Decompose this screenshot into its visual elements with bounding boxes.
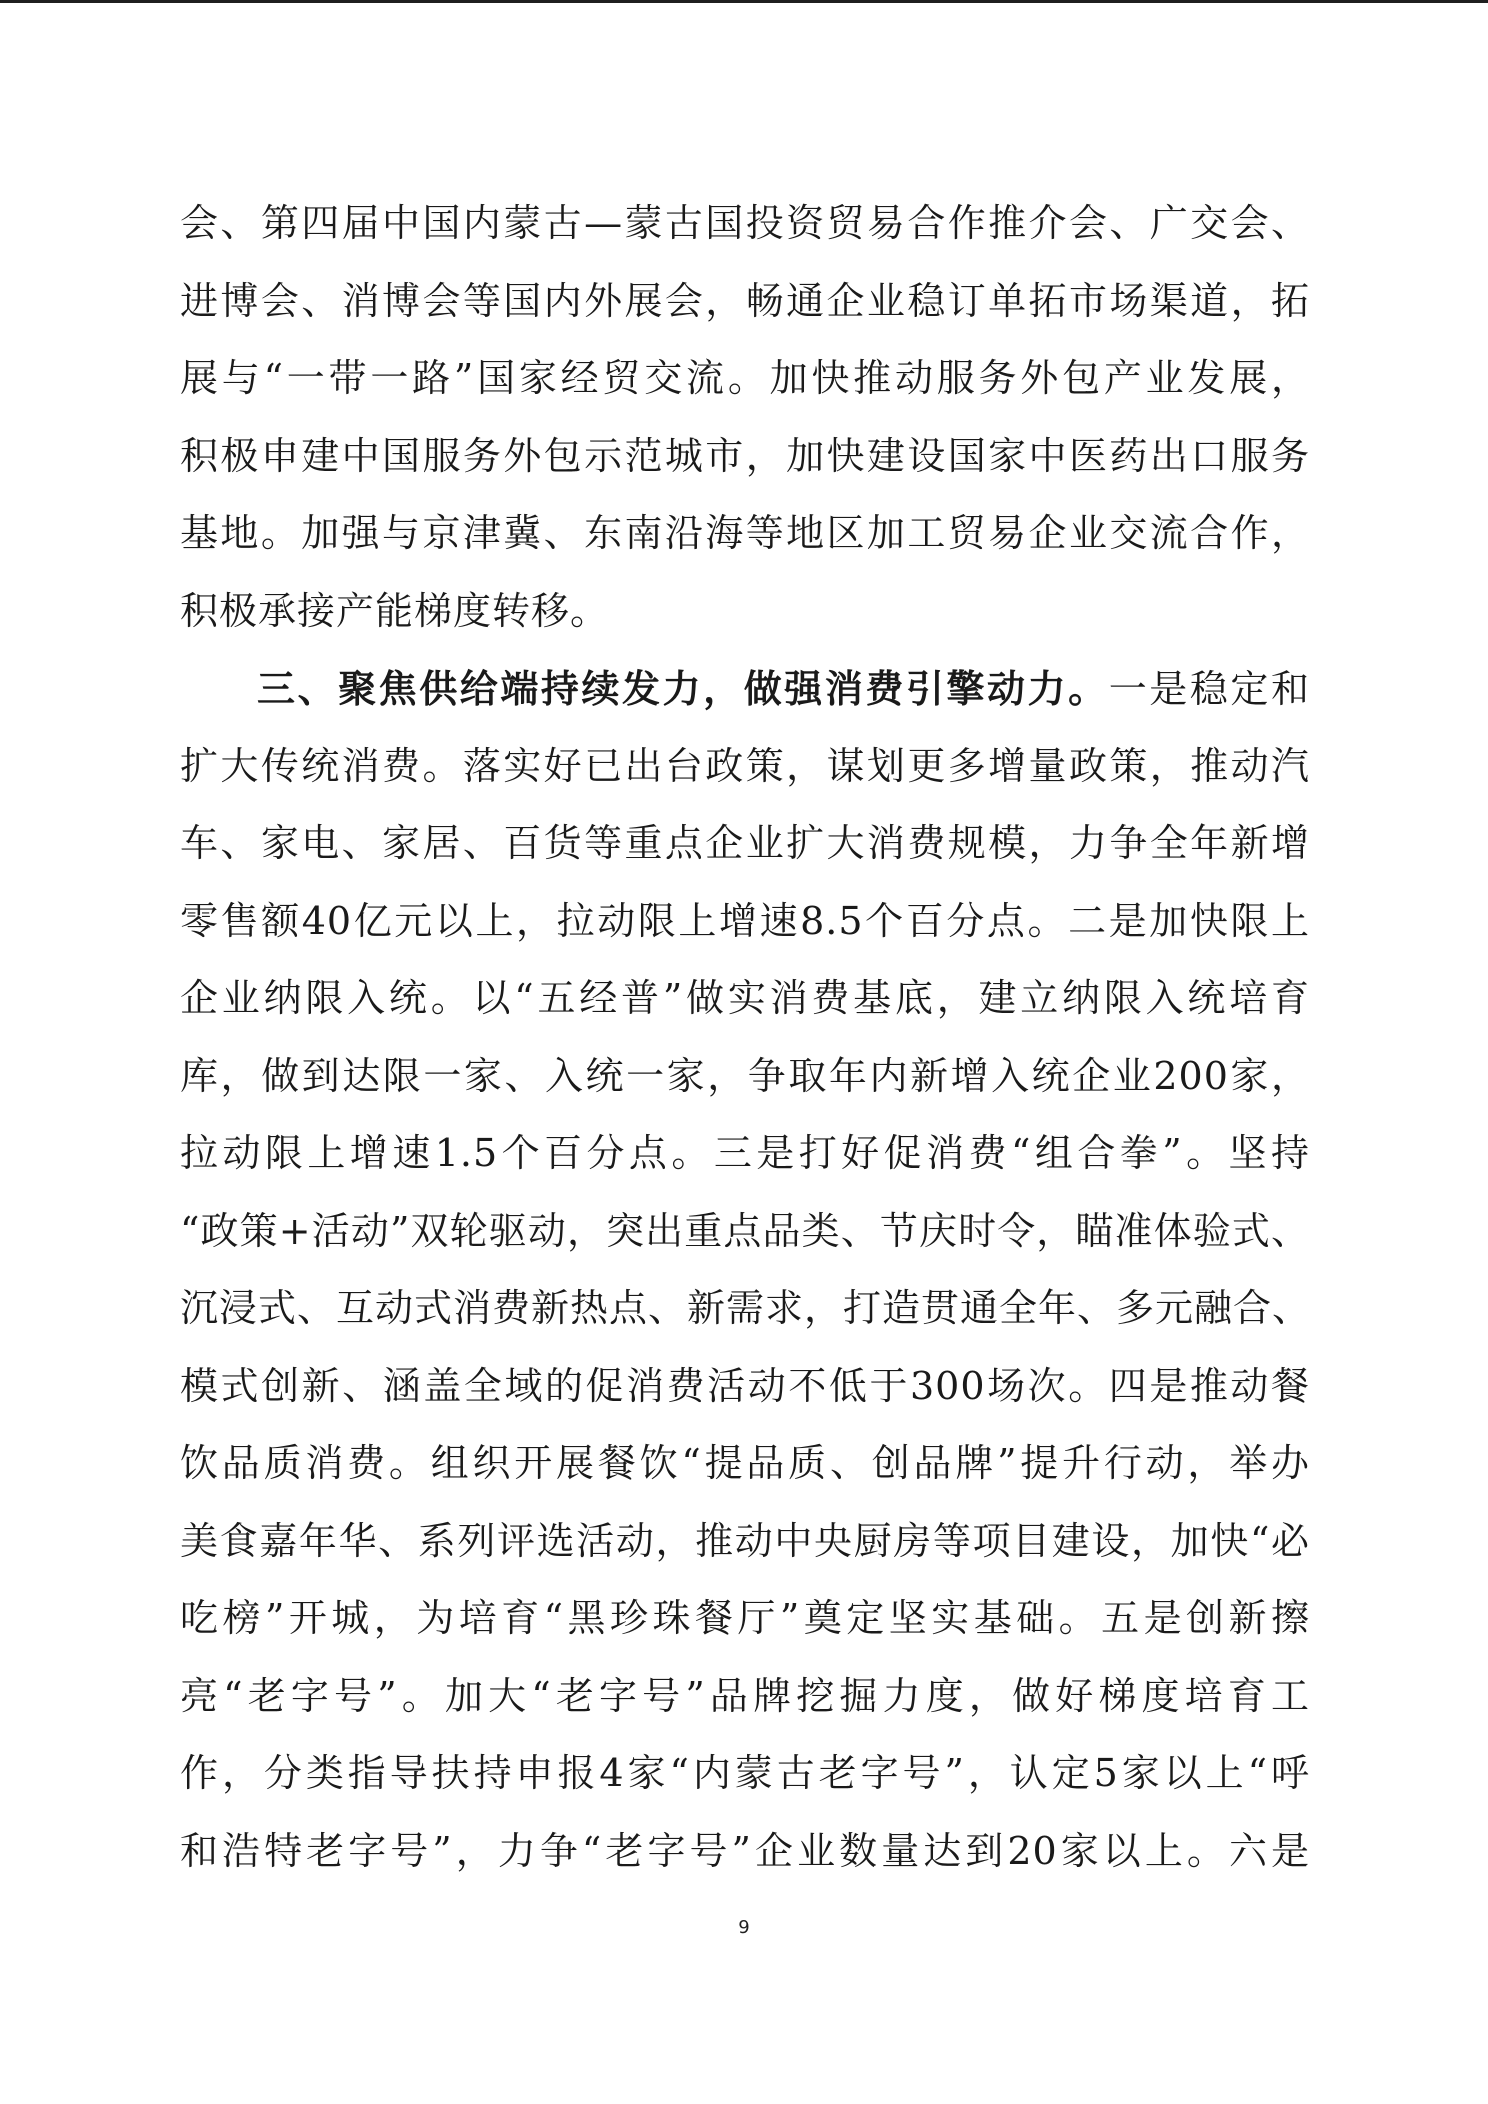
top-border-rule — [0, 0, 1488, 3]
text-line: 沉浸式、互动式消费新热点、新需求，打造贯通全年、多元融合、 — [180, 1286, 1312, 1330]
text-line: 亮“老字号”。加大“老字号”品牌挖掘力度，做好梯度培育工 — [180, 1673, 1310, 1718]
page-number: 9 — [738, 1917, 750, 1938]
text-line: 模式创新、涵盖全域的促消费活动不低于300场次。四是推动餐 — [180, 1363, 1310, 1408]
text-line: 车、家电、家居、百货等重点企业扩大消费规模，力争全年新增 — [180, 821, 1310, 865]
text-line: 饮品质消费。组织开展餐饮“提品质、创品牌”提升行动，举办 — [180, 1441, 1310, 1485]
text-line: 扩大传统消费。落实好已出台政策，谋划更多增量政策，推动汽 — [180, 743, 1310, 788]
text-line: 会、第四届中国内蒙古—蒙古国投资贸易合作推介会、广交会、 — [180, 201, 1310, 245]
text-line: 积极承接产能梯度转移。 — [180, 588, 610, 633]
text-line: 美食嘉年华、系列评选活动，推动中央厨房等项目建设，加快“必 — [180, 1518, 1310, 1563]
text-line: 库，做到达限一家、入统一家，争取年内新增入统企业200家， — [180, 1053, 1310, 1098]
text-line: 积极申建中国服务外包示范城市，加快建设国家中医药出口服务 — [180, 433, 1310, 478]
text-line: 和浩特老字号”，力争“老字号”企业数量达到20家以上。六是 — [180, 1828, 1310, 1873]
text-line: 拉动限上增速1.5个百分点。三是打好促消费“组合拳”。坚持 — [180, 1131, 1310, 1175]
text-line: 吃榜”开城，为培育“黑珍珠餐厅”奠定坚实基础。五是创新擦 — [180, 1596, 1310, 1640]
section-heading: 三、聚焦供给端持续发力，做强消费引擎动力。 — [257, 666, 1109, 711]
text-line: 进博会、消博会等国内外展会，畅通企业稳订单拓市场渠道，拓 — [180, 278, 1310, 323]
text-line: 企业纳限入统。以“五经普”做实消费基底，建立纳限入统培育 — [180, 976, 1310, 1020]
document-body — [180, 185, 1310, 1890]
text-line: 展与“一带一路”国家经贸交流。加快推动服务外包产业发展， — [180, 356, 1310, 400]
section-heading-line — [180, 650, 1310, 728]
text-line: 零售额40亿元以上，拉动限上增速8.5个百分点。二是加快限上 — [180, 898, 1310, 943]
text-line: 基地。加强与京津冀、东南沿海等地区加工贸易企业交流合作， — [180, 511, 1310, 555]
text-line: “政策+活动”双轮驱动，突出重点品类、节庆时令，瞄准体验式、 — [180, 1208, 1310, 1253]
text-line: 作，分类指导扶持申报4家“内蒙古老字号”，认定5家以上“呼 — [180, 1751, 1310, 1795]
text-fragment: 一是稳定和 — [1108, 667, 1310, 711]
